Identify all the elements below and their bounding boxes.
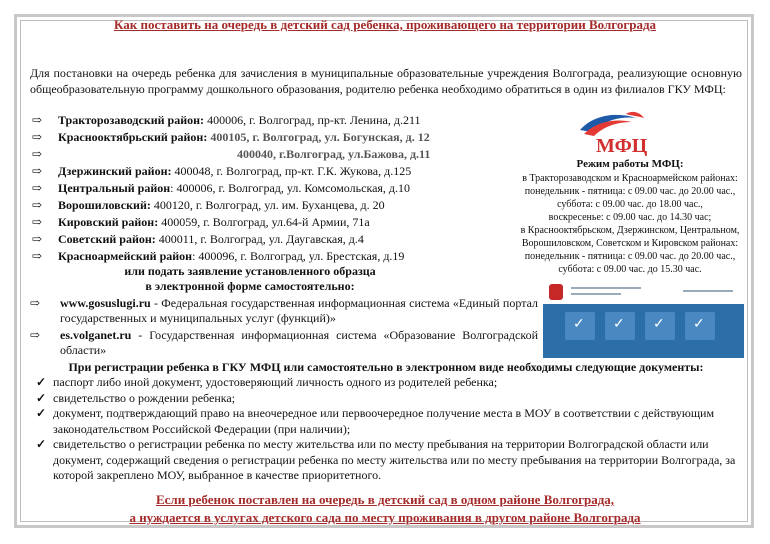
screenshot-card [645, 312, 675, 340]
schedule-title: Режим работы МФЦ: [576, 158, 684, 170]
checkmark-icon: ✓ [36, 406, 47, 420]
checkmark-icon: ✓ [36, 375, 47, 389]
checkmark-icon: ✓ [36, 437, 47, 451]
mfc-logo-icon [574, 108, 650, 156]
mfc-logo [574, 108, 650, 156]
site-list [30, 296, 538, 360]
checkmark-icon: ✓ [653, 317, 665, 332]
document-item [30, 375, 742, 391]
district-item [32, 214, 502, 231]
checkmark-icon: ✓ [573, 317, 585, 332]
district-item [32, 197, 502, 214]
schedule-line: Ворошиловском, Советском и Кировском районах: [521, 238, 739, 249]
district-address: 400048, г. Волгоград, пр-кт. Г.К. Жукова, д.125 [171, 164, 412, 178]
intro-paragraph: Для постановки на очередь ребенка для зачисления в муниципальные образовательные учреждения Волгограда, реализующие основную общеобразовательную программу дошкольного образования, родителю ребенка необходимо обратиться в один из филиалов ГКУ МФЦ: [30, 66, 742, 96]
site-description: - Федеральная государственная информационная система «Единый портал государственных и муниципальных услуг (функций)» [60, 296, 538, 325]
schedule-line: суббота: с 09.00 час. до 18.00 час., [557, 199, 703, 210]
arrow-icon: ⇨ [32, 164, 43, 178]
bottom-note-line: а нуждается в услугах детского сада по месту проживания в другом районе Волгограда [129, 510, 641, 525]
district-list [32, 112, 502, 265]
district-item [32, 146, 502, 163]
document-item [30, 437, 742, 484]
screenshot-card [565, 312, 595, 340]
district-name: Советский район: [58, 232, 156, 246]
arrow-icon: ⇨ [32, 113, 43, 127]
arrow-icon: ⇨ [32, 147, 43, 161]
district-address: 400120, г. Волгоград, ул. им. Буханцева, д. 20 [150, 198, 385, 212]
district-item [32, 163, 502, 180]
district-address: 400059, г. Волгоград, ул.64-й Армии, 71а [158, 215, 370, 229]
documents-title: При регистрации ребенка в ГКУ МФЦ или самостоятельно в электронном виде необходимы следующие документы: [68, 360, 704, 374]
gosuslugi-screenshot [543, 280, 744, 358]
schedule-line: понедельник - пятница: с 09.00 час. до 20.00 час., [524, 251, 736, 262]
district-name: Красноармейский район [58, 249, 193, 263]
document-item [30, 391, 742, 407]
screenshot-text-line [683, 290, 733, 292]
arrow-icon: ⇨ [32, 215, 43, 229]
district-address: 400006, г. Волгоград, пр-кт. Ленина, д.211 [204, 113, 421, 127]
district-name: Кировский район: [58, 215, 159, 229]
screenshot-card [685, 312, 715, 340]
schedule-block [510, 158, 750, 276]
district-name: Тракторозаводский район: [58, 113, 205, 127]
arrow-icon: ⇨ [32, 130, 43, 144]
online-option-title [60, 264, 440, 294]
site-description: - Государственная информационная система «Образование Волгоградской области» [60, 328, 538, 357]
document-text: свидетельство о регистрации ребенка по месту жительства или по месту пребывания на территории Волгоградской области или документ, содержащий сведения о регистрации ребенка по месту жительства или по месту пребывания на территории Волгограда, за которой закреплено МОУ, выбранное в качестве приоритетного. [53, 437, 736, 482]
checkmark-icon: ✓ [613, 317, 625, 332]
district-address: 400105, г. Волгоград, ул. Богунская, д. 12 [207, 130, 430, 144]
site-item [30, 296, 538, 326]
screenshot-text-line [571, 287, 641, 289]
mfc-logo-text: МФЦ [596, 135, 648, 156]
screenshot-card [605, 312, 635, 340]
arrow-icon: ⇨ [32, 249, 43, 263]
district-name: Ворошиловский: [58, 198, 151, 212]
schedule-line: понедельник - пятница: с 09.00 час. до 20.00 час., [524, 186, 736, 197]
site-link[interactable]: www.gosuslugi.ru [60, 296, 151, 310]
online-option-title-line: или подать заявление установленного образца [124, 264, 376, 278]
district-address: 400011, г. Волгоград, ул. Даугавская, д.4 [155, 232, 364, 246]
site-link[interactable]: es.volganet.ru [60, 328, 132, 342]
schedule-line: суббота: с 09.00 час. до 15.30 час. [558, 264, 702, 275]
district-name: Дзержинский район: [58, 164, 172, 178]
arrow-icon: ⇨ [30, 296, 41, 310]
arrow-icon: ⇨ [32, 232, 43, 246]
site-item [30, 328, 538, 358]
screenshot-header [543, 280, 744, 304]
arrow-icon: ⇨ [30, 328, 41, 342]
documents-list [30, 375, 742, 484]
bottom-note [0, 491, 770, 527]
checkmark-icon: ✓ [693, 317, 705, 332]
page-title: Как поставить на очередь в детский сад ребенка, проживающего на территории Волгограда [113, 17, 657, 32]
bottom-note-line: Если ребенок поставлен на очередь в детский сад в одном районе Волгограда, [155, 492, 615, 507]
document-text: паспорт либо иной документ, удостоверяющий личность одного из родителей ребенка; [53, 375, 498, 389]
district-address-secondary: 400040, г.Волгоград, ул.Бажова, д.11 [237, 147, 431, 161]
district-name: Краснооктябрьский район: [58, 130, 208, 144]
arrow-icon: ⇨ [32, 181, 43, 195]
arrow-icon: ⇨ [32, 198, 43, 212]
district-item [32, 248, 502, 265]
document-item [30, 406, 742, 437]
district-item [32, 129, 502, 146]
district-item [32, 180, 502, 197]
district-name: Центральный район [58, 181, 171, 195]
checkmark-icon: ✓ [36, 390, 47, 405]
screenshot-text-line [571, 293, 621, 295]
schedule-line: воскресенье: с 09.00 час. до 14.30 час; [548, 212, 712, 223]
online-option-title-line: в электронной форме самостоятельно: [145, 279, 355, 293]
schedule-line: в Краснооктябрьском, Дзержинском, Центральном, [520, 225, 740, 236]
district-item [32, 231, 502, 248]
emblem-icon [549, 284, 563, 300]
schedule-line: в Тракторозаводском и Красноармейском районах: [522, 173, 738, 184]
document-text: документ, подтверждающий право на внеочередное или первоочередное получение места в МОУ в соответствии с действующим законодательством Российской Федерации (при наличии); [53, 406, 715, 436]
document-text: свидетельство о рождении ребенка; [53, 390, 236, 405]
district-address: : 400096, г. Волгоград, ул. Брестская, д.19 [192, 249, 405, 263]
district-address: : 400006, г. Волгоград, ул. Комсомольская, д.10 [170, 181, 411, 195]
district-item [32, 112, 502, 129]
